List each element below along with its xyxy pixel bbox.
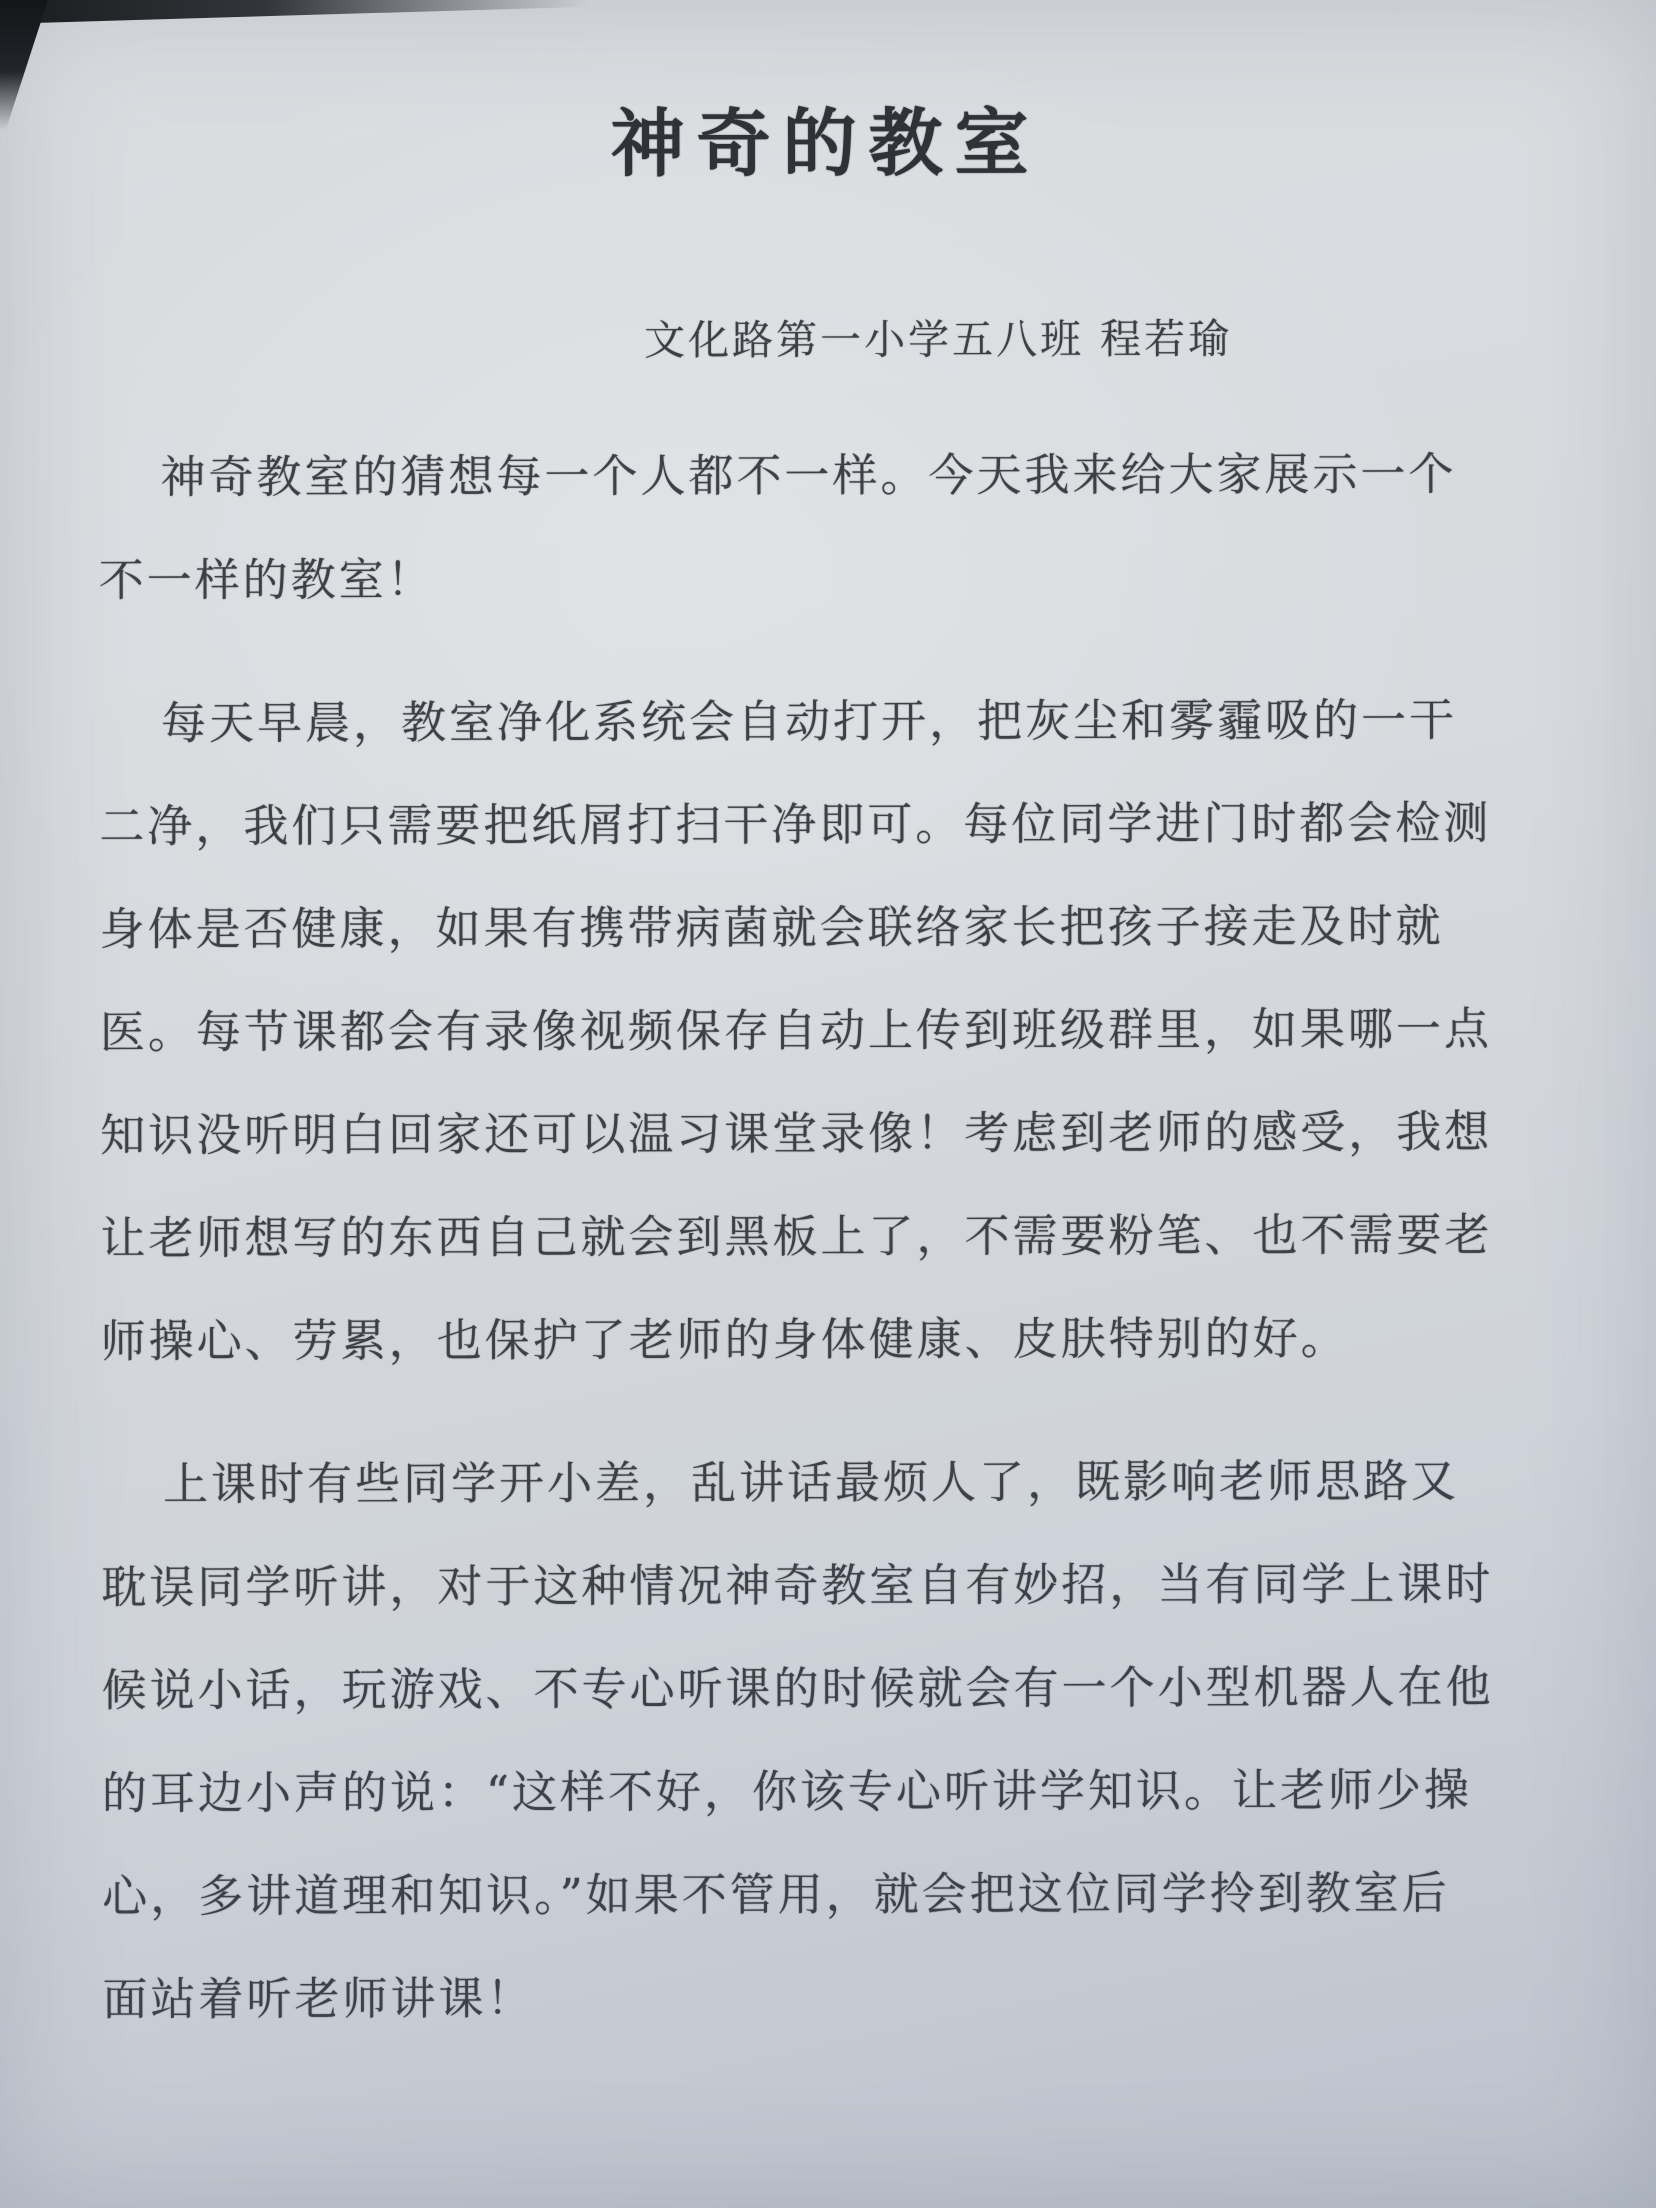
text-line: 让老师想写的东西自己就会到黑板上了，不需要粉笔、也不需要老	[100, 1208, 1493, 1265]
text-line: 上课时有些同学开小差，乱讲话最烦人了，既影响老师思路又	[163, 1454, 1460, 1511]
text-line: 不一样的教室！	[98, 553, 435, 607]
text-line: 耽误同学听讲，对于这种情况神奇教室自有妙招，当有同学上课时	[101, 1557, 1494, 1614]
text-line: 师操心、劳累，也保护了老师的身体健康、皮肤特别的好。	[100, 1311, 1349, 1368]
photo-edge-shadow-top	[0, 0, 590, 24]
paragraph	[99, 668, 1561, 1393]
paragraph	[101, 1429, 1563, 2051]
essay-body	[98, 422, 1562, 2051]
essay-content	[0, 83, 1656, 2051]
paragraph	[98, 422, 1559, 632]
essay-byline: 文化路第一小学五八班 程若瑜	[644, 314, 1233, 365]
text-line: 二净，我们只需要把纸屑打扫干净即可。每位同学进门时都会检测	[99, 796, 1492, 853]
text-line: 面站着听老师讲课！	[102, 1971, 535, 2026]
text-line: 的耳边小声的说：“这样不好，你该专心听讲学知识。让老师少操	[101, 1763, 1472, 1820]
text-line: 每天早晨，教室净化系统会自动打开，把灰尘和雾霾吸的一干	[161, 693, 1458, 750]
text-line: 神奇教室的猜想每一个人都不一样。今天我来给大家展示一个	[160, 447, 1457, 504]
text-line: 心，多讲道理和知识。”如果不管用，就会把这位同学拎到教室后	[102, 1866, 1450, 1923]
text-line: 候说小话，玩游戏、不专心听课的时候就会有一个小型机器人在他	[101, 1660, 1494, 1717]
essay-title: 神奇的教室	[610, 100, 1041, 188]
text-line: 身体是否健康，如果有携带病菌就会联络家长把孩子接走及时就	[99, 899, 1444, 956]
text-line: 医。每节课都会有录像视频保存自动上传到班级群里，如果哪一点	[99, 1002, 1492, 1059]
text-line: 知识没听明白回家还可以温习课堂录像！考虑到老师的感受，我想	[100, 1105, 1493, 1162]
